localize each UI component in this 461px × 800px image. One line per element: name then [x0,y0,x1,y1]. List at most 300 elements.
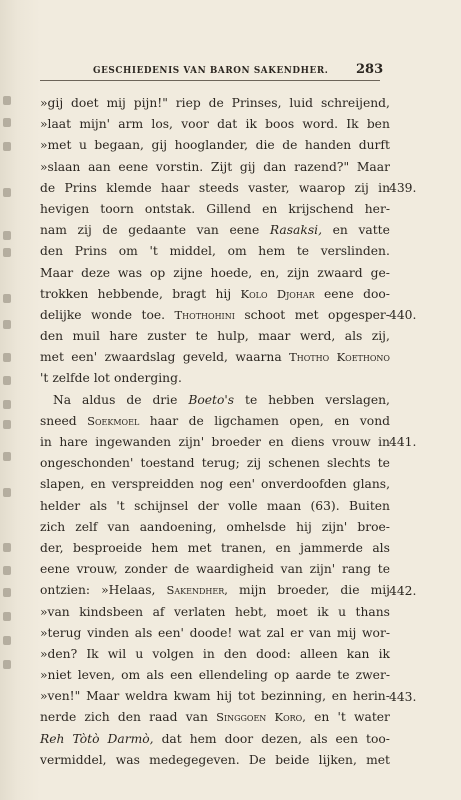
gutter-mark [3,588,11,597]
word: ik [245,117,257,132]
gutter-mark [3,188,11,197]
word: een' [71,350,98,365]
page-header [0,60,461,82]
word: zuster [147,329,187,344]
word: mij [336,625,357,640]
word: hare [109,329,138,344]
text-line [40,326,390,347]
word: 't [337,710,346,725]
word: ontzien: [40,583,91,598]
text-line [40,432,390,453]
word: ik [378,646,390,661]
word: nam [40,223,67,238]
word: volgen [152,646,194,661]
word: in [202,646,215,661]
word: glans, [352,477,390,492]
word: zwaard [317,265,363,280]
gutter-mark [3,420,11,429]
gutter-mark [3,231,11,240]
text-line [40,729,390,750]
word: verslinden. [320,244,390,259]
word: terug; [201,456,240,471]
word: hem [189,731,217,746]
word: trokken [40,286,89,301]
word: »Helaas, [101,583,156,598]
word: Prins [64,180,97,195]
word: Gillend [206,201,251,216]
margin-verse-number: 440. [389,308,417,322]
word: schenen [268,456,320,471]
word: zonder [124,562,168,577]
word: luid [289,96,314,110]
word: bragt [172,286,207,301]
word: hij [215,286,232,301]
word: zelf [75,519,98,534]
word: pijn!" [133,96,168,110]
word: van [107,519,130,534]
word: de [40,180,56,195]
word: zijne [173,265,203,280]
word: middel, [169,244,216,259]
word: ben [366,117,390,132]
word: in [378,180,390,195]
word: thans [355,604,390,619]
text-line [40,602,390,623]
word: onderging. [114,371,182,386]
word: broe- [357,519,390,534]
word: hebben [268,392,315,407]
word: hevigen [40,201,90,216]
text-line [40,686,390,707]
word: vaster, [248,180,290,195]
text-line [40,93,390,114]
word: herin- [352,689,390,704]
word: vinden [87,625,130,640]
text-line [40,644,390,665]
word: kindsbeen [79,604,144,619]
word: klemde [106,180,152,195]
text-line [40,135,390,156]
gutter-mark [3,543,11,552]
word: Singgoen [216,710,267,725]
body-text [40,93,390,771]
word: van [196,223,219,238]
margin-verse-number: 442. [389,583,417,598]
word: beide [275,752,310,767]
page-number: 283 [356,62,384,77]
word: hij [296,519,312,534]
word: »laat [40,117,72,132]
gutter-mark [3,452,11,461]
word: toestand [140,456,195,471]
word: zwer- [355,668,390,683]
word: in [40,435,52,449]
gutter-mark [3,612,11,621]
word: dat [217,117,238,132]
word: van [308,625,332,640]
word: doode! [189,625,233,640]
word: nog [200,477,224,492]
word: ongeschonden' [40,456,134,471]
word: Prins [74,244,108,259]
word: in [378,435,390,449]
word: door [224,731,254,746]
word: »slaan [40,159,81,174]
word: schreijend, [320,96,390,110]
word: den [117,710,141,725]
text-line [40,665,390,686]
word: eene [229,223,260,238]
word: Sakendher, [166,583,228,598]
word: steeds [198,180,239,195]
word: Darmò, [107,731,154,746]
word: weldra [125,689,168,704]
word: hem [258,244,286,259]
word: doo- [363,286,390,301]
word: slapen, [40,477,85,492]
word: maar [258,329,291,344]
word: zal [266,625,285,640]
word: vond [359,413,390,428]
word: wor- [362,625,390,640]
word: hare [59,435,88,449]
word: 't [116,498,125,513]
word: vrouw, [76,562,118,577]
word: dan [263,159,287,174]
word: moet [276,604,308,619]
word: De [248,752,266,767]
word: met [366,752,390,767]
word: waarop [298,180,346,195]
word: Prinses, [231,96,282,110]
word: als [309,731,328,746]
text-line [40,157,390,178]
text-line [40,580,390,601]
word: en [90,477,106,492]
word: op [274,668,290,683]
word: onverdoofden [261,477,347,492]
text-line [40,220,390,241]
word: begaan, [94,138,144,153]
word: delijke [40,307,82,322]
word: opgesper- [328,307,390,322]
word: los, [151,117,173,132]
word: en [331,689,347,704]
word: nerde [40,710,77,725]
word: zij [354,180,369,195]
word: Zijt [210,159,233,174]
word: open, [289,413,324,428]
word: dezen, [261,731,302,746]
word: hebt, [234,604,267,619]
gutter-mark [3,118,11,127]
word: slechts [326,456,371,471]
text-line [40,305,390,326]
text-line [40,368,390,389]
word: Koro, [274,710,306,725]
word: Buiten [348,498,390,513]
text-line [40,750,390,771]
text-line [40,411,390,432]
word: hem [151,540,179,555]
word: zijn' [321,519,348,534]
word: »gij [40,96,64,110]
word: Thothohini [174,307,235,322]
word: de [126,392,142,407]
word: den [223,646,247,661]
word: »ven!" [40,689,81,704]
gutter-mark [3,660,11,669]
gutter-mark [3,376,11,385]
word: rang [341,562,371,577]
text-line [40,538,390,559]
word: en [314,710,330,725]
word: zij [77,223,92,238]
word: besproeide [73,540,142,555]
word: tranen, [220,540,267,555]
word: een' [229,477,256,492]
word: was [117,265,143,280]
word: gedaante [128,223,187,238]
word: schoot [244,307,286,322]
word: ge- [370,265,390,280]
margin-verse-number: 441. [389,435,417,450]
word: Maar [356,159,390,174]
word: zij, [371,329,390,344]
word: word. [302,117,338,132]
text-line [40,199,390,220]
running-title: GESCHIEDENIS VAN BARON SAKENDHER. [93,66,329,76]
word: omhelsde [226,519,287,534]
word: hoede, [210,265,253,280]
word: ik [317,604,329,619]
text-line [40,453,390,474]
word: maan [266,498,302,513]
text-line [40,517,390,538]
word: waardigheid [196,562,274,577]
gutter-mark [3,142,11,151]
word: die [255,138,275,153]
word: Reh [40,731,65,746]
word: zijn' [309,562,336,577]
word: riep [175,96,201,110]
gutter-mark [3,400,11,409]
word: vatte [358,223,390,238]
text-line [40,623,390,644]
word: met [294,307,319,322]
word: aandoening, [139,519,217,534]
word: alleen [299,646,338,661]
gutter-mark [3,353,11,362]
word: was [115,752,140,767]
word: bezinning, [260,689,326,704]
text-line [40,347,390,368]
word: deze [81,265,110,280]
word: toe. [141,307,166,322]
word: ingewanden [95,435,172,449]
word: een [170,668,193,683]
word: Ik [86,646,99,661]
word: ontstak. [144,201,196,216]
word: en [334,413,350,428]
word: dat [161,731,182,746]
word: te [337,668,350,683]
margin-verse-number: 439. [389,180,417,195]
word: verslagen, [325,392,390,407]
word: van [280,562,303,577]
word: toorn [100,201,134,216]
word: te [377,456,390,471]
margin-verse-number: 443. [389,689,417,704]
word: werd, [299,329,336,344]
word: om [118,244,138,259]
word: verlaten [173,604,226,619]
word: schijnsel [134,498,189,513]
word: te [195,329,208,344]
text-line [40,284,390,305]
word: drie [152,392,178,407]
word: u [338,604,347,619]
word: durft [358,138,390,153]
word: water [353,710,390,725]
text-line [40,390,390,411]
word: die [340,583,360,598]
text-line [40,241,390,262]
word: doet [71,96,99,110]
word: als [146,668,164,683]
word: »met [40,138,72,153]
word: volle [228,498,258,513]
word: als [89,498,108,513]
word: Boeto's [188,392,235,407]
word: Ik [346,117,359,132]
gutter-mark [3,320,11,329]
word: aan [88,159,111,174]
text-line [40,496,390,517]
word: voor [181,117,209,132]
word: hulp, [217,329,249,344]
word: vorstin. [155,159,204,174]
word: (63). [310,498,340,513]
gutter-mark [3,248,11,257]
word: met [40,350,64,365]
word: gij [151,138,168,153]
word: zelfde [52,371,90,386]
word: arm [118,117,144,132]
word: broeder [211,435,262,449]
header-rule [40,80,380,81]
word: boos [265,117,295,132]
word: handen [304,138,352,153]
word: leven, [77,668,116,683]
word: vermiddel, [40,752,107,767]
word: Maar [86,689,120,704]
word: »van [40,604,70,619]
word: van [185,710,208,725]
word: diens [291,435,325,449]
text-line [40,559,390,580]
word: de [102,223,118,238]
word: geveld, [182,350,228,365]
word: 't [149,244,158,259]
word: eene [118,159,149,174]
word: te [245,392,258,407]
word: zich [84,710,110,725]
word: kan [346,646,370,661]
word: wat [238,625,261,640]
word: en [332,223,348,238]
word: haar [149,413,179,428]
word: wil [107,646,127,661]
word: sneed [40,413,77,428]
word: dood: [256,646,291,661]
word: de [174,562,190,577]
text-line [40,474,390,495]
word: hij [216,689,233,704]
word: de [282,138,298,153]
word: mijn' [79,117,111,132]
word: wonde [91,307,133,322]
word: vrouw [331,435,371,449]
word: Djohar [276,286,315,301]
word: Na [53,392,72,407]
word: als [134,625,153,640]
text-line [40,263,390,284]
word: lijken, [318,752,357,767]
word: de [188,413,204,428]
word: tot [237,689,256,704]
word: 't [40,371,49,386]
word: zwaardslag [104,350,176,365]
word: Soekmoel [87,413,140,428]
word: met [187,540,212,555]
word: zijn [287,265,310,280]
word: ellendeling [198,668,268,683]
word: mij [370,583,390,598]
word: haar [161,180,190,195]
word: krijschend [288,201,354,216]
word: een [335,731,359,746]
word: en [262,201,278,216]
word: en, [260,265,280,280]
word: broeder, [277,583,330,598]
word: en [275,540,291,555]
word: »niet [40,668,72,683]
word: der [197,498,219,513]
word: zij [246,456,262,471]
word: helder [40,498,81,513]
word: raad [149,710,178,725]
word: er [290,625,304,640]
word: kwam [173,689,211,704]
word: den [40,329,64,344]
word: aarde [295,668,332,683]
word: medegegeven. [149,752,240,767]
word: als [372,540,390,555]
gutter-mark [3,294,11,303]
word: u [78,138,87,153]
text-line [40,178,390,199]
word: muil [72,329,100,344]
gutter-mark [3,566,11,575]
word: om [227,244,247,259]
gutter-mark [3,488,11,497]
text-line [40,114,390,135]
word: Tòtò [72,731,100,746]
word: als [344,329,363,344]
word: te [296,244,310,259]
word: te [377,562,390,577]
